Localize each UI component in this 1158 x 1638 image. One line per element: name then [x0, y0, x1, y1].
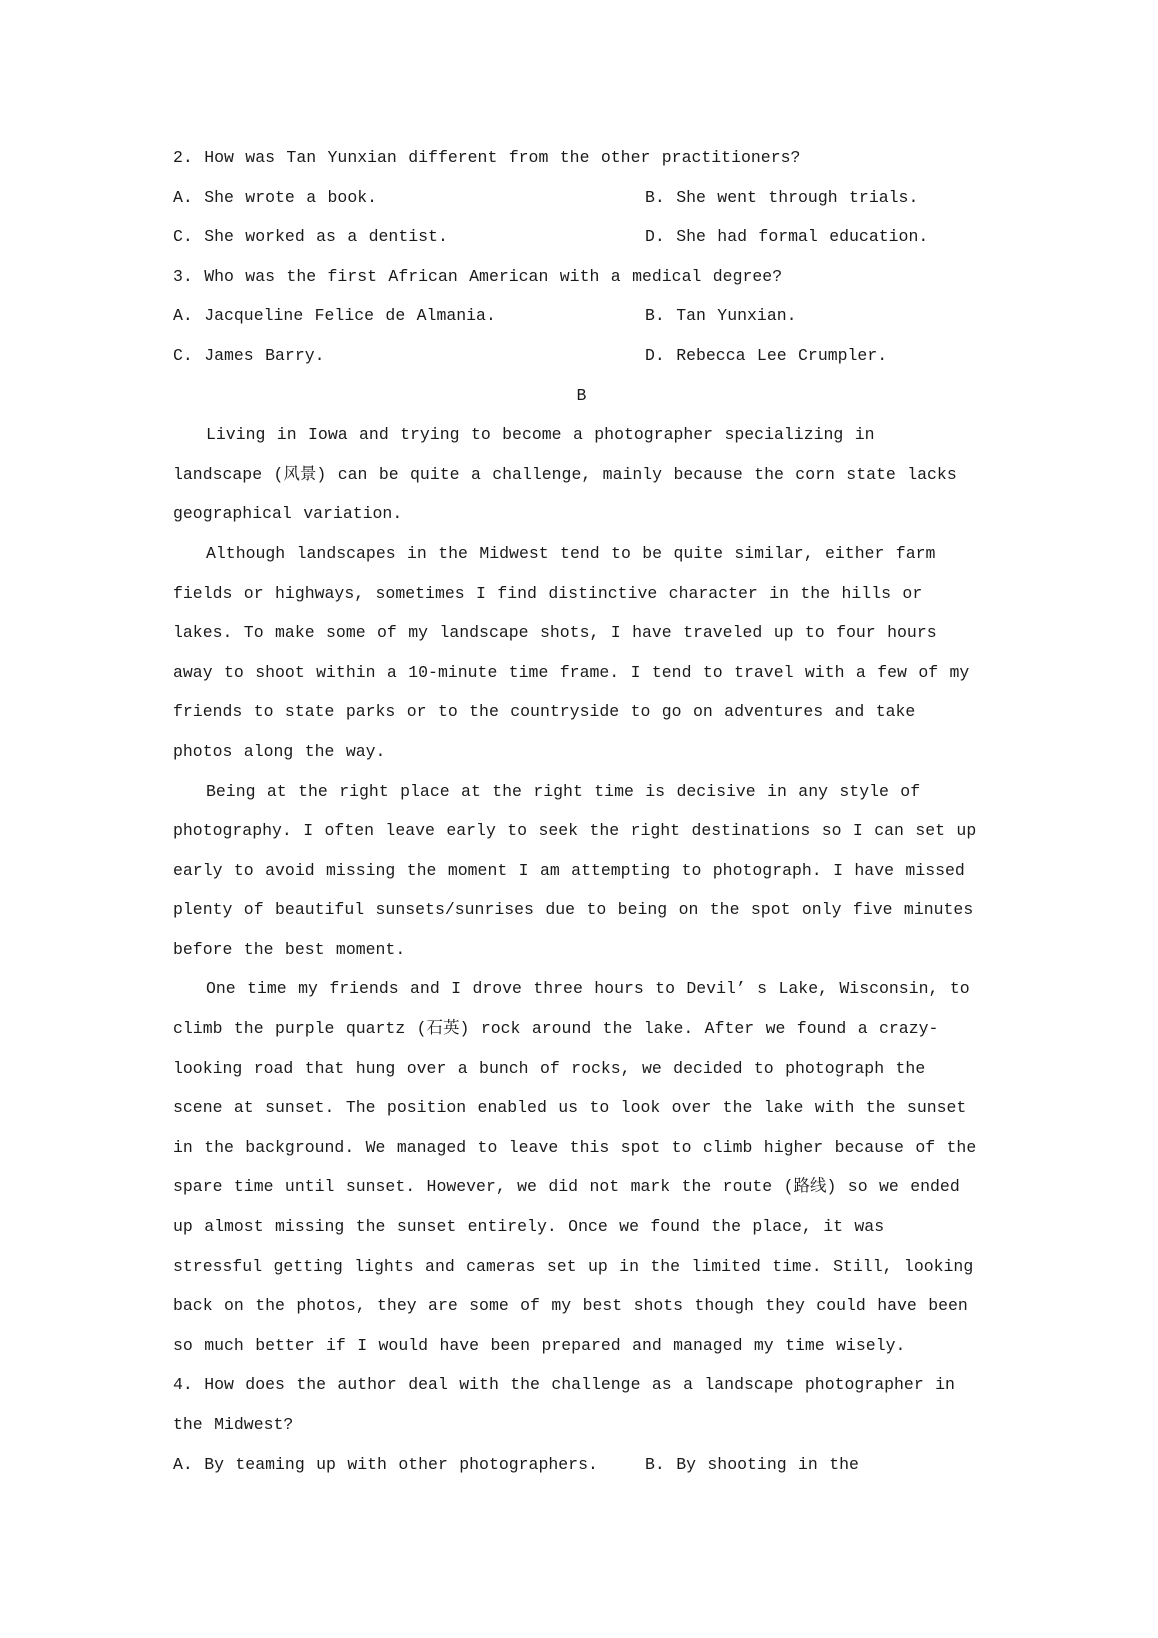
- passage-line: lakes. To make some of my landscape shots, I have traveled up to four hours: [173, 623, 937, 643]
- passage-line: friends to state parks or to the countryside to go on adventures and take: [173, 702, 916, 722]
- question-2-option-b: B. She went through trials.: [645, 187, 919, 207]
- passage-line: back on the photos, they are some of my best shots though they could have been: [173, 1296, 968, 1316]
- passage-line: geographical variation.: [173, 504, 403, 524]
- question-2-option-c: C. She worked as a dentist.: [173, 227, 448, 247]
- passage-line: so much better if I would have been prepared and managed my time wisely.: [173, 1335, 906, 1355]
- passage-line: plenty of beautiful sunsets/sunrises due to being on the spot only five minutes: [173, 900, 974, 920]
- question-3-option-c: C. James Barry.: [173, 345, 325, 365]
- question-2-options-row-cd: [173, 217, 990, 257]
- passage-line: fields or highways, sometimes I find distinctive character in the hills or: [173, 583, 923, 603]
- question-2-option-d: D. She had formal education.: [645, 227, 929, 247]
- question-4-options-row-ab: [173, 1445, 990, 1485]
- question-4-stem-line-2: the Midwest?: [173, 1415, 294, 1434]
- passage-line: in the background. We managed to leave this spot to climb higher because of the: [173, 1137, 977, 1157]
- question-2-option-a: A. She wrote a book.: [173, 187, 378, 207]
- passage-line: Although landscapes in the Midwest tend to be quite similar, either farm: [206, 543, 936, 563]
- question-3-option-b: B. Tan Yunxian.: [645, 306, 797, 326]
- question-4-option-a: A. By teaming up with other photographers.: [173, 1454, 598, 1474]
- question-3-options-row-cd: [173, 336, 990, 376]
- passage-line: Being at the right place at the right time is decisive in any style of: [206, 781, 921, 801]
- passage-line: before the best moment.: [173, 939, 406, 959]
- passage-line: climb the purple quartz (石英) rock around the lake. After we found a crazy-: [173, 1019, 939, 1039]
- question-4-option-b: B. By shooting in the: [645, 1454, 859, 1474]
- passage-line: stressful getting lights and cameras set up in the limited time. Still, looking: [173, 1256, 974, 1276]
- passage-line: up almost missing the sunset entirely. Once we found the place, it was: [173, 1217, 885, 1237]
- passage-line: early to avoid missing the moment I am attempting to photograph. I have missed: [173, 860, 965, 880]
- passage-line: spare time until sunset. However, we did not mark the route (路线) so we ended: [173, 1177, 960, 1197]
- question-3-option-d: D. Rebecca Lee Crumpler.: [645, 345, 888, 365]
- passage-line: scene at sunset. The position enabled us to look over the lake with the sunset: [173, 1098, 967, 1118]
- question-4-stem-line-1: 4. How does the author deal with the challenge as a landscape photographer in: [173, 1375, 955, 1395]
- passage-line: landscape (风景) can be quite a challenge, mainly because the corn state lacks: [173, 464, 957, 484]
- question-3-stem: 3. Who was the first African American with a medical degree?: [173, 266, 783, 286]
- passage-line: photography. I often leave early to seek the right destinations so I can set up: [173, 821, 977, 841]
- question-2-stem: 2. How was Tan Yunxian different from the other practitioners?: [173, 148, 801, 167]
- passage-line: One time my friends and I drove three hours to Devil’ s Lake, Wisconsin, to: [206, 979, 970, 999]
- passage-line: Living in Iowa and trying to become a photographer specializing in: [206, 425, 875, 445]
- passage-line: looking road that hung over a bunch of rocks, we decided to photograph the: [173, 1058, 926, 1078]
- passage-line: photos along the way.: [173, 741, 386, 761]
- passage-line: away to shoot within a 10-minute time frame. I tend to travel with a few of my: [173, 662, 970, 682]
- section-heading: B: [576, 385, 587, 405]
- question-2-options-row-ab: [173, 178, 990, 218]
- question-3-option-a: A. Jacqueline Felice de Almania.: [173, 306, 496, 326]
- question-3-options-row-ab: [173, 296, 990, 336]
